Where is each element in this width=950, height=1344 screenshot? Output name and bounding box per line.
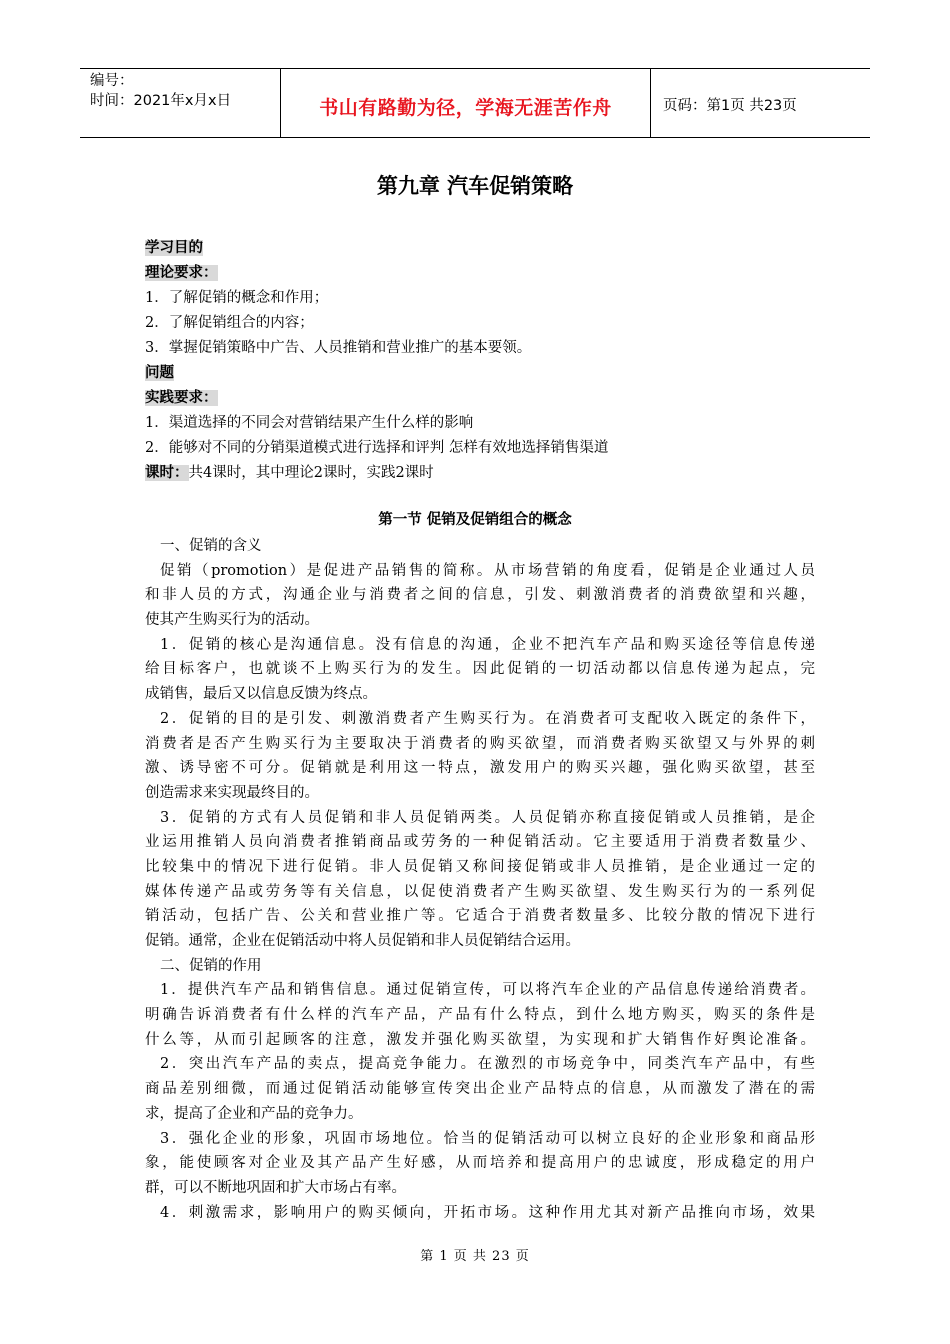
paragraph-line: 创造需求来实现最终目的。	[145, 784, 319, 801]
subheading: 一、促销的含义	[160, 538, 262, 554]
header-page-label: 页码：第1页 共23页	[663, 97, 797, 114]
body-text	[145, 534, 815, 1225]
paragraph-line: 1．促销的核心是沟通信息。没有信息的沟通，企业不把汽车产品和购买途径等信息传递	[160, 636, 815, 653]
paragraph-line: 使其产生购买行为的活动。	[145, 612, 319, 629]
paragraph-line: 1．提供汽车产品和销售信息。通过促销宣传，可以将汽车企业的产品信息传递给消费者。	[160, 982, 815, 999]
paragraph-line: 求，提高了企业和产品的竞争力。	[145, 1105, 363, 1122]
question-heading: 问题	[145, 365, 174, 381]
paragraph-line: 成销售，最后又以信息反馈为终点。	[145, 686, 377, 703]
paragraph-line: 媒体传递产品或劳务等有关信息，以促使消费者产生购买欲望、发生购买行为的一系列促	[145, 883, 815, 900]
theory-item: 3．掌握促销策略中广告、人员推销和营业推广的基本要领。	[145, 340, 532, 356]
number-label: 编号：	[90, 73, 134, 89]
paragraph-line: 销活动，包括广告、公关和营业推广等。它适合于消费者数量多、比较分散的情况下进行	[145, 908, 815, 925]
paragraph-line: 促销（promotion）是促进产品销售的简称。从市场营销的角度看，促销是企业通过人员	[160, 562, 815, 579]
paragraph-line: 业运用推销人员向消费者推销商品或劳务的一种促销活动。它主要适用于消费者数量少、	[145, 834, 815, 851]
practice-heading: 实践要求：	[145, 390, 218, 406]
chapter-title: 第九章 汽车促销策略	[376, 174, 574, 198]
practice-item: 2．能够对不同的分销渠道模式进行选择和评判 怎样有效地选择销售渠道	[145, 440, 609, 456]
header-info	[80, 69, 280, 137]
paragraph-line: 3．促销的方式有人员促销和非人员促销两类。人员促销亦称直接促销或人员推销，是企	[160, 809, 815, 826]
practice-item: 1．渠道选择的不同会对营销结果产生什么样的影响	[145, 415, 474, 431]
paragraph-line: 比较集中的情况下进行促销。非人员促销又称间接促销或非人员推销，是企业通过一定的	[145, 858, 815, 875]
paragraph-line: 促销。通常，企业在促销活动中将人员促销和非人员促销结合运用。	[145, 933, 580, 949]
paragraph-line: 激、诱导密不可分。促销就是利用这一特点，激发用户的购买兴趣，强化购买欲望，甚至	[145, 760, 815, 777]
paragraph-line: 商品差别细微，而通过促销活动能够宣传突出企业产品特点的信息，从而激发了潜在的需	[145, 1081, 815, 1098]
paragraph-line: 象，能使顾客对企业及其产品产生好感，从而培养和提高用户的忠诚度，形成稳定的用户	[145, 1155, 815, 1172]
paragraph-line: 给目标客户，也就谈不上购买行为的发生。因此促销的一切活动都以信息传递为起点，完	[145, 661, 815, 678]
subheading: 二、促销的作用	[160, 957, 262, 974]
paragraph-line: 明确告诉消费者有什么样的汽车产品，产品有什么特点，到什么地方购买，购买的条件是	[145, 1007, 815, 1024]
paragraph-line: 和非人员的方式，沟通企业与消费者之间的信息，引发、刺激消费者的消费欲望和兴趣，	[145, 587, 815, 604]
paragraph-line: 2．突出汽车产品的卖点，提高竞争能力。在激烈的市场竞争中，同类汽车产品中，有些	[160, 1056, 815, 1073]
paragraph-line: 4．刺激需求，影响用户的购买倾向，开拓市场。这种作用尤其对新产品推向市场，效果	[160, 1204, 815, 1221]
theory-item: 1．了解促销的概念和作用；	[145, 290, 329, 306]
paragraph-line: 3．强化企业的形象，巩固市场地位。恰当的促销活动可以树立良好的企业形象和商品形	[160, 1130, 815, 1147]
paragraph-line: 2．促销的目的是引发、刺激消费者产生购买行为。在消费者可支配收入既定的条件下，	[160, 710, 815, 727]
time-label: 时间：2021年x月x日	[90, 93, 232, 109]
hours-text: 共4课时，其中理论2课时，实践2课时	[188, 465, 434, 481]
paragraph-line: 群，可以不断地巩固和扩大市场占有率。	[145, 1179, 406, 1196]
objectives-block	[145, 236, 815, 486]
objectives-heading: 学习目的	[145, 240, 203, 256]
page-footer: 第 1 页 共 23 页	[420, 1249, 530, 1264]
paragraph-line: 消费者是否产生购买行为主要取决于消费者的购买欲望，而消费者购买欲望又与外界的刺	[145, 735, 815, 752]
header-motto: 书山有路勤为径，学海无涯苦作舟	[280, 69, 651, 137]
paragraph-line: 什么等，从而引起顾客的注意，激发并强化购买欲望，为实现和扩大销售作好舆论准备。	[145, 1031, 815, 1048]
section-title: 第一节 促销及促销组合的概念	[378, 512, 572, 528]
theory-heading: 理论要求：	[145, 265, 218, 281]
header-table	[80, 68, 870, 138]
theory-item: 2．了解促销组合的内容；	[145, 315, 314, 331]
hours-label: 课时：	[145, 465, 189, 481]
